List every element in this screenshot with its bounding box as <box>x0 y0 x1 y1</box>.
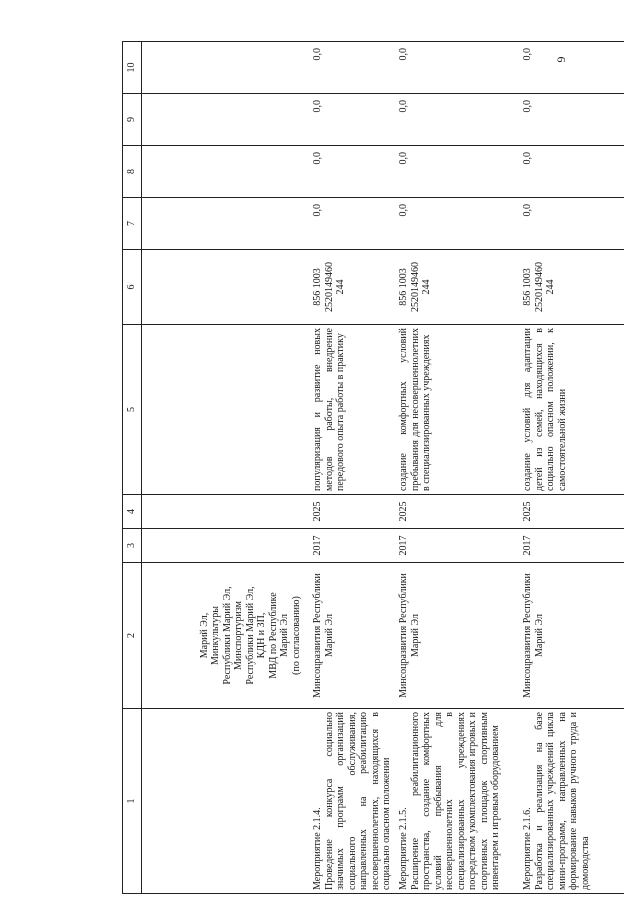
col-number-5: 5 <box>123 325 142 495</box>
budget-code: 856 1003 2520149460 244 <box>396 250 520 325</box>
activity-description: Расширение реабилитационного пространства, создание комфортных условий пребывания для несовершеннолетних в специализированных учреждениях посредством укомплектования игровых и спортивных площадок спортивным инвентарем и игровым оборудованием <box>409 712 501 890</box>
executor-cell: Минсоцразвития Республики Марий Эл <box>396 563 520 709</box>
value-col-10: 0,0 <box>310 42 396 94</box>
value-col-9: 0,0 <box>310 94 396 146</box>
table-row <box>396 42 520 894</box>
end-year: 2025 <box>396 495 520 529</box>
activity-title: Мероприятие 2.1.4. <box>312 807 323 890</box>
activity-cell <box>396 709 520 894</box>
activity-title: Мероприятие 2.1.6. <box>522 807 533 890</box>
executor-cell: Минсоцразвития Республики Марий Эл <box>310 563 396 709</box>
col-number-3: 3 <box>123 529 142 563</box>
value-col-8: 0,0 <box>520 146 624 198</box>
column-number-header <box>123 42 142 894</box>
program-activities-table <box>122 41 624 894</box>
budget-code: 856 1003 2520149460 244 <box>310 250 396 325</box>
end-year: 2025 <box>310 495 396 529</box>
activity-cell <box>310 709 396 894</box>
value-col-9: 0,0 <box>396 94 520 146</box>
budget-code: 856 1003 2520149460 244 <box>520 250 624 325</box>
continued-executors: Марий Эл, Минкультуры Республики Марий Эл, Минспортуризм Республики Марий Эл, КДН и ЗП, МВД по Республике Марий Эл (по согласованию) <box>142 563 311 709</box>
col-number-6: 6 <box>123 250 142 325</box>
executor-cell: Минсоцразвития Республики Марий Эл <box>520 563 624 709</box>
expected-result: популяризация и развитие новых методов работы, внедрение передового опыта работы в практику <box>310 325 396 495</box>
start-year: 2017 <box>310 529 396 563</box>
value-col-9: 0,0 <box>520 94 624 146</box>
expected-result: создание комфортных условий пребывания для несовершеннолетних в специализированных учреждениях <box>396 325 520 495</box>
expected-result: создание условий для адаптации детей из семей, находящихся в социально опасном положении, к самостоятельной жизни <box>520 325 624 495</box>
value-col-7: 0,0 <box>310 198 396 250</box>
col-number-7: 7 <box>123 198 142 250</box>
end-year: 2025 <box>520 495 624 529</box>
value-col-10: 0,0 <box>396 42 520 94</box>
value-col-10: 0,0 <box>520 42 624 94</box>
rotated-table-page <box>122 42 591 894</box>
col-number-4: 4 <box>123 495 142 529</box>
value-col-7: 0,0 <box>396 198 520 250</box>
activity-description: Разработка и реализация на базе специализированных учреждений цикла мини-программ, направленных на формирование навыков ручного труда и домоводства <box>533 712 591 890</box>
col-number-10: 10 <box>123 42 142 94</box>
col-number-8: 8 <box>123 146 142 198</box>
value-col-8: 0,0 <box>396 146 520 198</box>
page-number: 6 <box>554 56 569 63</box>
activity-cell <box>520 709 624 894</box>
value-col-7: 0,0 <box>520 198 624 250</box>
value-col-8: 0,0 <box>310 146 396 198</box>
start-year: 2017 <box>520 529 624 563</box>
continued-row <box>142 42 311 894</box>
table-row <box>310 42 396 894</box>
table-row <box>520 42 624 894</box>
col-number-2: 2 <box>123 563 142 709</box>
activity-title: Мероприятие 2.1.5. <box>398 807 409 890</box>
activity-description: Проведение конкурса социально значимых программ организаций социального обслуживания, направленных на реабилитацию несовершеннолетних, находящихся в социально опасном положении <box>323 712 392 890</box>
col-number-1: 1 <box>123 709 142 894</box>
col-number-9: 9 <box>123 94 142 146</box>
start-year: 2017 <box>396 529 520 563</box>
